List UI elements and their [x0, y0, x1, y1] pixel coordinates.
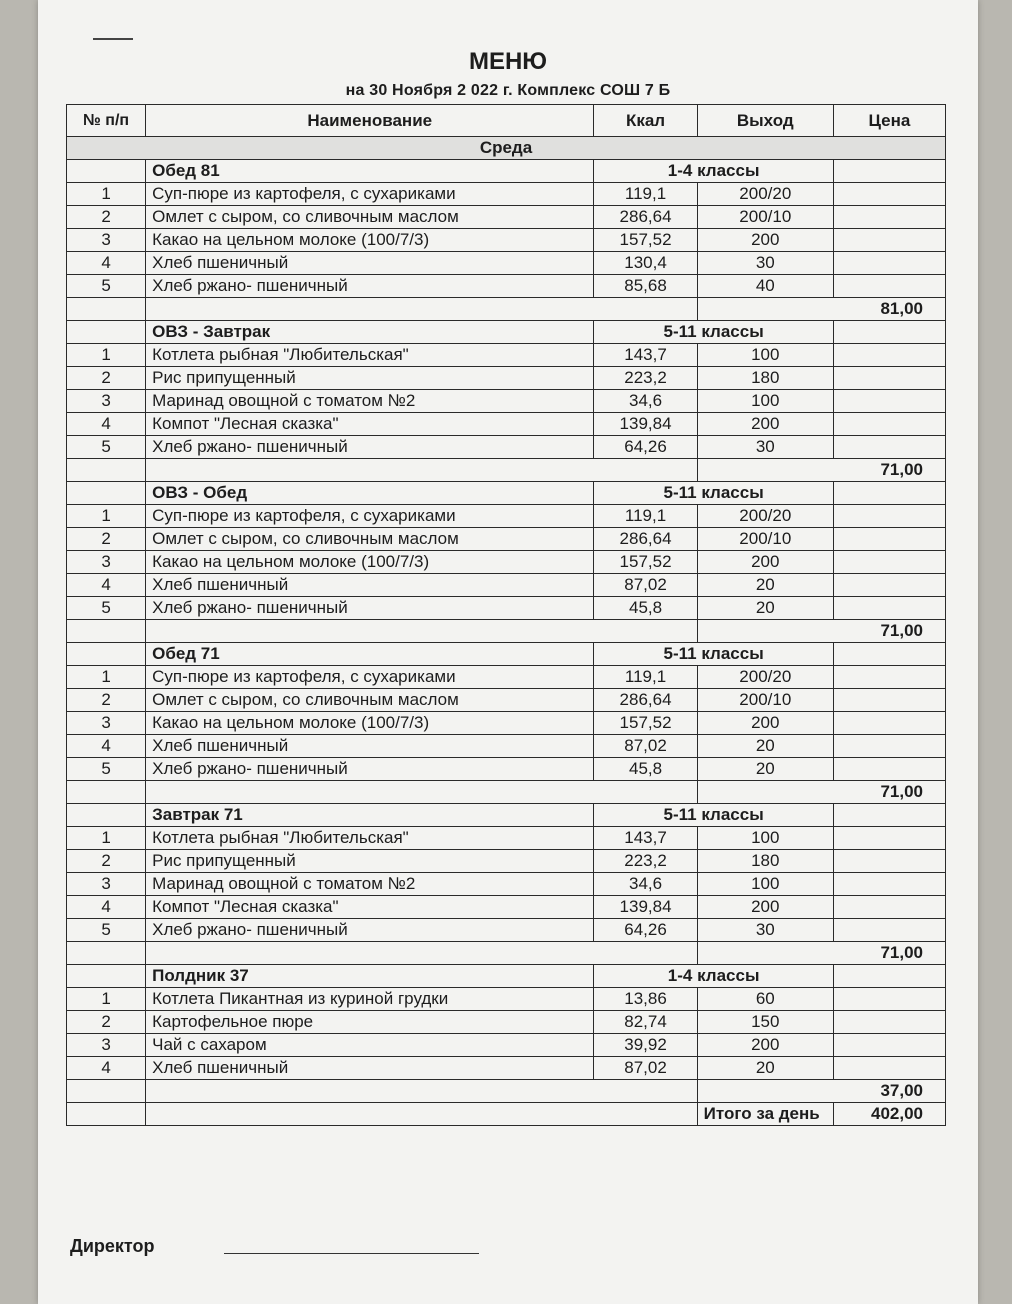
page-subtitle: на 30 Ноября 2 022 г. Комплекс СОШ 7 Б	[345, 82, 671, 99]
item-output: 30	[697, 252, 833, 275]
section-title: Завтрак 71	[146, 804, 594, 827]
item-output: 100	[697, 827, 833, 850]
item-kcal: 119,1	[594, 505, 697, 528]
item-price	[833, 390, 945, 413]
section-price: 71,00	[697, 620, 945, 643]
item-output: 200/10	[697, 528, 833, 551]
item-number: 3	[67, 873, 146, 896]
pen-mark	[93, 38, 133, 40]
price-spacer	[67, 298, 146, 321]
section-spacer	[833, 321, 945, 344]
item-name: Хлеб ржано- пшеничный	[146, 275, 594, 298]
item-price	[833, 574, 945, 597]
total-spacer	[67, 1103, 146, 1126]
item-name: Хлеб пшеничный	[146, 1057, 594, 1080]
item-price	[833, 252, 945, 275]
item-kcal: 13,86	[594, 988, 697, 1011]
menu-item-row	[67, 689, 946, 712]
item-kcal: 87,02	[594, 574, 697, 597]
item-kcal: 130,4	[594, 252, 697, 275]
item-output: 20	[697, 597, 833, 620]
item-price	[833, 919, 945, 942]
item-kcal: 39,92	[594, 1034, 697, 1057]
item-name: Какао на цельном молоке (100/7/3)	[146, 229, 594, 252]
item-output: 200	[697, 413, 833, 436]
menu-item-row	[67, 505, 946, 528]
section-group: 5-11 классы	[594, 321, 834, 344]
item-kcal: 286,64	[594, 689, 697, 712]
menu-item-row	[67, 206, 946, 229]
item-price	[833, 1034, 945, 1057]
item-name: Омлет с сыром, со сливочным маслом	[146, 689, 594, 712]
item-kcal: 45,8	[594, 597, 697, 620]
menu-item-row	[67, 344, 946, 367]
total-label: Итого за день	[697, 1103, 833, 1126]
section-spacer	[67, 482, 146, 505]
section-spacer	[833, 643, 945, 666]
section-title: Обед 81	[146, 160, 594, 183]
price-spacer	[67, 620, 146, 643]
item-kcal: 87,02	[594, 735, 697, 758]
item-output: 100	[697, 873, 833, 896]
item-kcal: 157,52	[594, 712, 697, 735]
menu-item-row	[67, 873, 946, 896]
menu-item-row	[67, 666, 946, 689]
item-name: Суп-пюре из картофеля, с сухариками	[146, 505, 594, 528]
item-output: 30	[697, 436, 833, 459]
price-spacer	[67, 459, 146, 482]
item-name: Рис припущенный	[146, 367, 594, 390]
section-price-row	[67, 620, 946, 643]
item-output: 20	[697, 1057, 833, 1080]
section-header-row	[67, 804, 946, 827]
item-price	[833, 505, 945, 528]
item-name: Котлета рыбная "Любительская"	[146, 344, 594, 367]
section-price-row	[67, 459, 946, 482]
total-spacer	[146, 1103, 698, 1126]
item-price	[833, 1011, 945, 1034]
menu-item-row	[67, 229, 946, 252]
item-output: 180	[697, 367, 833, 390]
item-output: 100	[697, 390, 833, 413]
item-name: Омлет с сыром, со сливочным маслом	[146, 206, 594, 229]
item-name: Картофельное пюре	[146, 1011, 594, 1034]
item-name: Котлета рыбная "Любительская"	[146, 827, 594, 850]
section-spacer	[833, 804, 945, 827]
item-number: 2	[67, 850, 146, 873]
item-output: 200	[697, 229, 833, 252]
item-price	[833, 873, 945, 896]
item-price	[833, 344, 945, 367]
item-number: 2	[67, 1011, 146, 1034]
item-output: 20	[697, 758, 833, 781]
menu-item-row	[67, 551, 946, 574]
section-header-row	[67, 965, 946, 988]
item-name: Хлеб ржано- пшеничный	[146, 436, 594, 459]
section-group: 1-4 классы	[594, 160, 834, 183]
menu-item-row	[67, 896, 946, 919]
section-header-row	[67, 482, 946, 505]
item-output: 200	[697, 712, 833, 735]
item-price	[833, 689, 945, 712]
item-kcal: 64,26	[594, 436, 697, 459]
item-price	[833, 413, 945, 436]
section-group: 5-11 классы	[594, 804, 834, 827]
menu-item-row	[67, 413, 946, 436]
section-spacer	[833, 965, 945, 988]
item-name: Хлеб ржано- пшеничный	[146, 758, 594, 781]
signature-line	[224, 1253, 479, 1254]
item-price	[833, 827, 945, 850]
item-output: 30	[697, 919, 833, 942]
section-title: ОВЗ - Обед	[146, 482, 594, 505]
item-kcal: 157,52	[594, 551, 697, 574]
menu-item-row	[67, 827, 946, 850]
item-kcal: 34,6	[594, 873, 697, 896]
section-header-row	[67, 643, 946, 666]
section-spacer	[67, 160, 146, 183]
item-price	[833, 735, 945, 758]
item-name: Маринад овощной с томатом №2	[146, 390, 594, 413]
menu-item-row	[67, 574, 946, 597]
item-kcal: 119,1	[594, 666, 697, 689]
col-header-output: Выход	[697, 105, 833, 137]
item-output: 40	[697, 275, 833, 298]
item-number: 3	[67, 712, 146, 735]
item-kcal: 82,74	[594, 1011, 697, 1034]
item-name: Хлеб пшеничный	[146, 735, 594, 758]
menu-item-row	[67, 850, 946, 873]
menu-item-row	[67, 436, 946, 459]
item-number: 1	[67, 988, 146, 1011]
item-name: Хлеб пшеничный	[146, 574, 594, 597]
item-kcal: 286,64	[594, 528, 697, 551]
item-output: 200/20	[697, 505, 833, 528]
item-price	[833, 712, 945, 735]
item-number: 4	[67, 574, 146, 597]
col-header-num: № п/п	[67, 105, 146, 137]
item-kcal: 85,68	[594, 275, 697, 298]
item-name: Какао на цельном молоке (100/7/3)	[146, 551, 594, 574]
section-spacer	[67, 643, 146, 666]
menu-item-row	[67, 252, 946, 275]
item-kcal: 143,7	[594, 827, 697, 850]
item-output: 20	[697, 735, 833, 758]
item-kcal: 45,8	[594, 758, 697, 781]
price-spacer	[146, 781, 698, 804]
item-price	[833, 597, 945, 620]
item-price	[833, 206, 945, 229]
item-price	[833, 896, 945, 919]
menu-table	[66, 104, 946, 1126]
item-output: 150	[697, 1011, 833, 1034]
item-price	[833, 436, 945, 459]
day-row	[67, 137, 946, 160]
item-output: 200/10	[697, 206, 833, 229]
item-price	[833, 275, 945, 298]
price-spacer	[67, 942, 146, 965]
item-number: 5	[67, 919, 146, 942]
item-price	[833, 183, 945, 206]
total-value: 402,00	[833, 1103, 945, 1126]
item-price	[833, 229, 945, 252]
section-price: 71,00	[697, 781, 945, 804]
item-kcal: 119,1	[594, 183, 697, 206]
section-price-row	[67, 942, 946, 965]
section-spacer	[833, 160, 945, 183]
item-number: 5	[67, 436, 146, 459]
item-number: 2	[67, 206, 146, 229]
item-kcal: 139,84	[594, 413, 697, 436]
item-number: 4	[67, 252, 146, 275]
menu-item-row	[67, 988, 946, 1011]
col-header-price: Цена	[833, 105, 945, 137]
item-kcal: 223,2	[594, 850, 697, 873]
item-number: 3	[67, 1034, 146, 1057]
item-output: 20	[697, 574, 833, 597]
section-price-row	[67, 781, 946, 804]
section-group: 1-4 классы	[594, 965, 834, 988]
item-name: Омлет с сыром, со сливочным маслом	[146, 528, 594, 551]
price-spacer	[146, 1080, 698, 1103]
item-output: 60	[697, 988, 833, 1011]
menu-item-row	[67, 1011, 946, 1034]
item-number: 5	[67, 758, 146, 781]
section-price-row	[67, 298, 946, 321]
section-group: 5-11 классы	[594, 643, 834, 666]
item-name: Чай с сахаром	[146, 1034, 594, 1057]
item-name: Котлета Пикантная из куриной грудки	[146, 988, 594, 1011]
item-output: 200	[697, 1034, 833, 1057]
menu-item-row	[67, 275, 946, 298]
menu-item-row	[67, 712, 946, 735]
item-price	[833, 1057, 945, 1080]
item-kcal: 87,02	[594, 1057, 697, 1080]
item-output: 200	[697, 896, 833, 919]
item-output: 200/20	[697, 183, 833, 206]
item-number: 1	[67, 183, 146, 206]
item-name: Компот "Лесная сказка"	[146, 896, 594, 919]
item-number: 5	[67, 597, 146, 620]
section-group: 5-11 классы	[594, 482, 834, 505]
director-label: Директор	[70, 1236, 155, 1256]
item-kcal: 286,64	[594, 206, 697, 229]
item-number: 1	[67, 666, 146, 689]
item-output: 180	[697, 850, 833, 873]
price-spacer	[146, 620, 698, 643]
item-number: 4	[67, 896, 146, 919]
section-price: 71,00	[697, 942, 945, 965]
section-price: 81,00	[697, 298, 945, 321]
menu-item-row	[67, 528, 946, 551]
section-spacer	[67, 804, 146, 827]
section-title: ОВЗ - Завтрак	[146, 321, 594, 344]
item-price	[833, 758, 945, 781]
item-number: 2	[67, 528, 146, 551]
item-number: 3	[67, 390, 146, 413]
item-name: Компот "Лесная сказка"	[146, 413, 594, 436]
price-spacer	[146, 459, 698, 482]
menu-item-row	[67, 919, 946, 942]
item-kcal: 139,84	[594, 896, 697, 919]
menu-item-row	[67, 183, 946, 206]
item-name: Хлеб ржано- пшеничный	[146, 597, 594, 620]
item-number: 4	[67, 735, 146, 758]
section-header-row	[67, 160, 946, 183]
section-title: Полдник 37	[146, 965, 594, 988]
menu-item-row	[67, 597, 946, 620]
item-price	[833, 367, 945, 390]
item-price	[833, 666, 945, 689]
price-spacer	[67, 1080, 146, 1103]
price-spacer	[67, 781, 146, 804]
item-number: 2	[67, 367, 146, 390]
item-output: 200	[697, 551, 833, 574]
item-number: 4	[67, 413, 146, 436]
item-number: 1	[67, 827, 146, 850]
section-title: Обед 71	[146, 643, 594, 666]
item-price	[833, 551, 945, 574]
item-name: Рис припущенный	[146, 850, 594, 873]
item-name: Какао на цельном молоке (100/7/3)	[146, 712, 594, 735]
item-name: Суп-пюре из картофеля, с сухариками	[146, 666, 594, 689]
item-number: 3	[67, 551, 146, 574]
item-kcal: 143,7	[594, 344, 697, 367]
item-number: 3	[67, 229, 146, 252]
menu-item-row	[67, 758, 946, 781]
item-number: 4	[67, 1057, 146, 1080]
section-price: 37,00	[697, 1080, 945, 1103]
day-total-row	[67, 1103, 946, 1126]
section-header-row	[67, 321, 946, 344]
item-kcal: 223,2	[594, 367, 697, 390]
section-spacer	[67, 965, 146, 988]
price-spacer	[146, 942, 698, 965]
item-kcal: 34,6	[594, 390, 697, 413]
menu-item-row	[67, 390, 946, 413]
item-output: 100	[697, 344, 833, 367]
menu-item-row	[67, 1057, 946, 1080]
menu-sheet	[38, 0, 978, 1304]
item-kcal: 64,26	[594, 919, 697, 942]
page-title: МЕНЮ	[468, 48, 548, 75]
menu-item-row	[67, 367, 946, 390]
item-output: 200/10	[697, 689, 833, 712]
day-label: Среда	[67, 137, 946, 160]
item-price	[833, 850, 945, 873]
item-name: Хлеб пшеничный	[146, 252, 594, 275]
menu-item-row	[67, 735, 946, 758]
section-spacer	[833, 482, 945, 505]
section-price: 71,00	[697, 459, 945, 482]
table-header-row	[67, 105, 946, 137]
item-number: 5	[67, 275, 146, 298]
menu-item-row	[67, 1034, 946, 1057]
col-header-name: Наименование	[146, 105, 594, 137]
item-price	[833, 528, 945, 551]
price-spacer	[146, 298, 698, 321]
item-number: 1	[67, 505, 146, 528]
section-spacer	[67, 321, 146, 344]
item-number: 1	[67, 344, 146, 367]
col-header-kcal: Ккал	[594, 105, 697, 137]
item-price	[833, 988, 945, 1011]
item-number: 2	[67, 689, 146, 712]
section-price-row	[67, 1080, 946, 1103]
item-kcal: 157,52	[594, 229, 697, 252]
item-output: 200/20	[697, 666, 833, 689]
item-name: Хлеб ржано- пшеничный	[146, 919, 594, 942]
item-name: Суп-пюре из картофеля, с сухариками	[146, 183, 594, 206]
item-name: Маринад овощной с томатом №2	[146, 873, 594, 896]
